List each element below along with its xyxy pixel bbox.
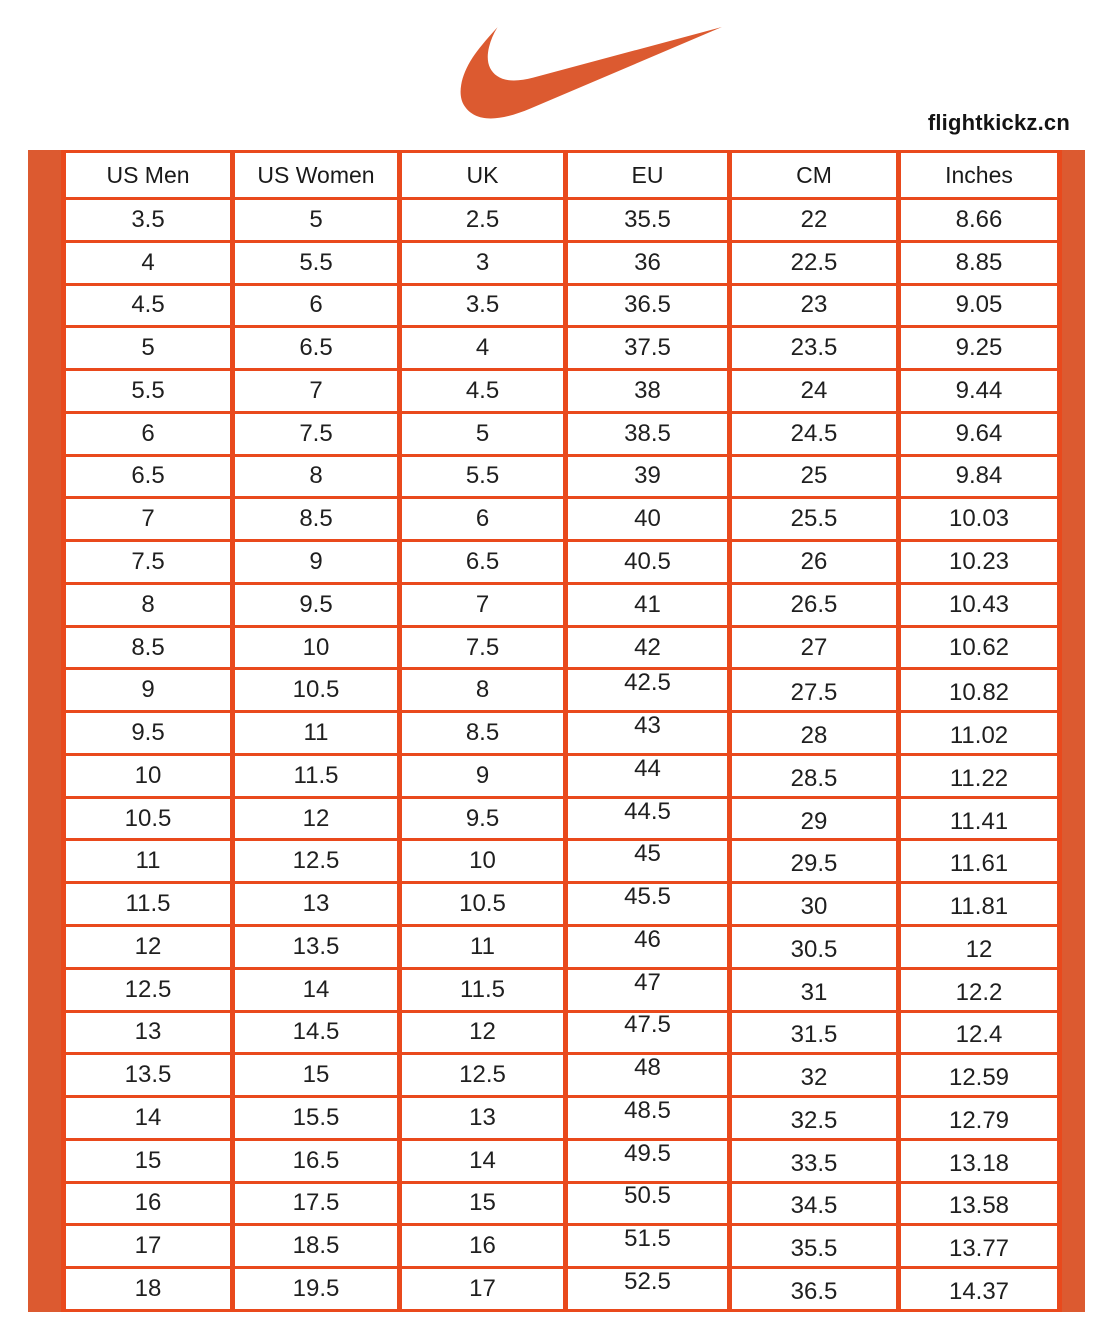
- size-cell: 4.5: [400, 370, 566, 413]
- size-cell: 5: [64, 327, 233, 370]
- size-cell: 8: [400, 669, 566, 712]
- size-cell: 6: [64, 412, 233, 455]
- size-cell: 4: [400, 327, 566, 370]
- size-cell: 31.5: [730, 1011, 899, 1054]
- size-cell: 8.5: [64, 626, 233, 669]
- size-cell: 12: [899, 926, 1060, 969]
- size-chart: [28, 150, 1080, 1312]
- table-row: [64, 370, 1060, 413]
- header-row: [64, 152, 1060, 199]
- left-accent-band: [28, 150, 61, 1312]
- size-cell: 16: [400, 1225, 566, 1268]
- nike-swoosh-icon: [455, 27, 728, 119]
- size-cell: 25.5: [730, 498, 899, 541]
- size-cell: 10.5: [64, 797, 233, 840]
- table-row: [64, 669, 1060, 712]
- size-cell: 10.23: [899, 541, 1060, 584]
- size-cell: 3.5: [64, 199, 233, 242]
- table-row: [64, 498, 1060, 541]
- size-cell: 11: [233, 712, 400, 755]
- table-row: [64, 968, 1060, 1011]
- size-cell: 11.5: [64, 883, 233, 926]
- size-cell: 30: [730, 883, 899, 926]
- size-cell: 7: [64, 498, 233, 541]
- size-cell: 47: [566, 968, 730, 1011]
- table-row: [64, 1268, 1060, 1311]
- size-cell: 24.5: [730, 412, 899, 455]
- size-cell: 26.5: [730, 583, 899, 626]
- table-row: [64, 626, 1060, 669]
- size-cell: 9: [233, 541, 400, 584]
- size-cell: 42: [566, 626, 730, 669]
- size-cell: 15: [64, 1139, 233, 1182]
- size-cell: 2.5: [400, 199, 566, 242]
- size-cell: 3: [400, 241, 566, 284]
- size-cell: 10.62: [899, 626, 1060, 669]
- table-row: [64, 754, 1060, 797]
- table-row: [64, 840, 1060, 883]
- size-cell: 13.5: [64, 1054, 233, 1097]
- size-cell: 14: [233, 968, 400, 1011]
- size-cell: 9.84: [899, 455, 1060, 498]
- size-table-body: [64, 199, 1060, 1311]
- size-cell: 6: [233, 284, 400, 327]
- size-cell: 10: [64, 754, 233, 797]
- column-header-us-women: US Women: [233, 152, 400, 199]
- size-cell: 11.5: [400, 968, 566, 1011]
- table-row: [64, 583, 1060, 626]
- size-cell: 35.5: [730, 1225, 899, 1268]
- size-cell: 9: [64, 669, 233, 712]
- size-cell: 26: [730, 541, 899, 584]
- table-row: [64, 284, 1060, 327]
- column-header-cm: CM: [730, 152, 899, 199]
- size-cell: 36.5: [730, 1268, 899, 1311]
- size-cell: 4.5: [64, 284, 233, 327]
- size-cell: 12: [233, 797, 400, 840]
- size-cell: 14: [400, 1139, 566, 1182]
- size-cell: 7: [233, 370, 400, 413]
- size-cell: 51.5: [566, 1225, 730, 1268]
- size-cell: 40: [566, 498, 730, 541]
- size-cell: 9.5: [233, 583, 400, 626]
- size-cell: 43: [566, 712, 730, 755]
- size-cell: 17: [400, 1268, 566, 1311]
- column-header-inches: Inches: [899, 152, 1060, 199]
- size-cell: 9.44: [899, 370, 1060, 413]
- size-cell: 10: [400, 840, 566, 883]
- size-cell: 11: [64, 840, 233, 883]
- size-cell: 6.5: [64, 455, 233, 498]
- size-cell: 34.5: [730, 1182, 899, 1225]
- table-row: [64, 712, 1060, 755]
- size-cell: 38.5: [566, 412, 730, 455]
- column-header-us-men: US Men: [64, 152, 233, 199]
- size-cell: 18: [64, 1268, 233, 1311]
- table-row: [64, 926, 1060, 969]
- size-cell: 36.5: [566, 284, 730, 327]
- site-label: flightkickz.cn: [927, 110, 1070, 135]
- size-table: [61, 150, 1062, 1312]
- table-row: [64, 1225, 1060, 1268]
- size-cell: 32: [730, 1054, 899, 1097]
- size-cell: 48.5: [566, 1097, 730, 1140]
- size-cell: 23.5: [730, 327, 899, 370]
- table-row: [64, 327, 1060, 370]
- size-cell: 7.5: [400, 626, 566, 669]
- size-cell: 38: [566, 370, 730, 413]
- size-cell: 22: [730, 199, 899, 242]
- table-row: [64, 412, 1060, 455]
- size-cell: 36: [566, 241, 730, 284]
- table-row: [64, 1054, 1060, 1097]
- size-cell: 11: [400, 926, 566, 969]
- size-cell: 9.05: [899, 284, 1060, 327]
- size-cell: 13.5: [233, 926, 400, 969]
- column-header-eu: EU: [566, 152, 730, 199]
- size-cell: 17: [64, 1225, 233, 1268]
- size-cell: 14: [64, 1097, 233, 1140]
- table-row: [64, 797, 1060, 840]
- size-cell: 12.5: [64, 968, 233, 1011]
- size-cell: 40.5: [566, 541, 730, 584]
- size-cell: 11.81: [899, 883, 1060, 926]
- size-cell: 8: [233, 455, 400, 498]
- size-cell: 5: [400, 412, 566, 455]
- size-cell: 50.5: [566, 1182, 730, 1225]
- size-cell: 42.5: [566, 669, 730, 712]
- size-cell: 12.59: [899, 1054, 1060, 1097]
- size-cell: 10.5: [233, 669, 400, 712]
- size-cell: 30.5: [730, 926, 899, 969]
- size-cell: 33.5: [730, 1139, 899, 1182]
- size-cell: 13.18: [899, 1139, 1060, 1182]
- size-cell: 12.4: [899, 1011, 1060, 1054]
- size-cell: 10.82: [899, 669, 1060, 712]
- size-cell: 6: [400, 498, 566, 541]
- size-cell: 14.5: [233, 1011, 400, 1054]
- size-cell: 49.5: [566, 1139, 730, 1182]
- size-cell: 12.2: [899, 968, 1060, 1011]
- size-cell: 12.5: [233, 840, 400, 883]
- size-cell: 13: [400, 1097, 566, 1140]
- size-cell: 6.5: [400, 541, 566, 584]
- size-cell: 24: [730, 370, 899, 413]
- size-cell: 10.03: [899, 498, 1060, 541]
- size-cell: 7.5: [233, 412, 400, 455]
- column-header-uk: UK: [400, 152, 566, 199]
- size-cell: 27.5: [730, 669, 899, 712]
- size-cell: 11.41: [899, 797, 1060, 840]
- size-cell: 10.5: [400, 883, 566, 926]
- size-cell: 11.61: [899, 840, 1060, 883]
- size-cell: 25: [730, 455, 899, 498]
- table-row: [64, 541, 1060, 584]
- size-cell: 11.02: [899, 712, 1060, 755]
- size-cell: 6.5: [233, 327, 400, 370]
- size-cell: 46: [566, 926, 730, 969]
- size-cell: 28: [730, 712, 899, 755]
- size-cell: 27: [730, 626, 899, 669]
- size-cell: 44: [566, 754, 730, 797]
- table-row: [64, 883, 1060, 926]
- size-cell: 29.5: [730, 840, 899, 883]
- table-row: [64, 455, 1060, 498]
- size-cell: 16: [64, 1182, 233, 1225]
- size-cell: 11.22: [899, 754, 1060, 797]
- size-cell: 15.5: [233, 1097, 400, 1140]
- size-cell: 11.5: [233, 754, 400, 797]
- size-cell: 12.5: [400, 1054, 566, 1097]
- size-cell: 8.5: [400, 712, 566, 755]
- size-cell: 13: [64, 1011, 233, 1054]
- right-accent-band: [1062, 150, 1085, 1312]
- size-cell: 5: [233, 199, 400, 242]
- size-cell: 8.85: [899, 241, 1060, 284]
- size-cell: 8.66: [899, 199, 1060, 242]
- size-cell: 22.5: [730, 241, 899, 284]
- size-cell: 15: [233, 1054, 400, 1097]
- size-cell: 18.5: [233, 1225, 400, 1268]
- size-cell: 29: [730, 797, 899, 840]
- size-cell: 5.5: [400, 455, 566, 498]
- size-cell: 7: [400, 583, 566, 626]
- table-row: [64, 199, 1060, 242]
- size-cell: 16.5: [233, 1139, 400, 1182]
- size-cell: 19.5: [233, 1268, 400, 1311]
- size-cell: 45.5: [566, 883, 730, 926]
- size-cell: 35.5: [566, 199, 730, 242]
- size-cell: 5.5: [64, 370, 233, 413]
- size-cell: 23: [730, 284, 899, 327]
- size-cell: 12.79: [899, 1097, 1060, 1140]
- size-cell: 39: [566, 455, 730, 498]
- size-cell: 17.5: [233, 1182, 400, 1225]
- table-row: [64, 1139, 1060, 1182]
- size-cell: 8: [64, 583, 233, 626]
- size-cell: 4: [64, 241, 233, 284]
- size-cell: 10: [233, 626, 400, 669]
- size-cell: 31: [730, 968, 899, 1011]
- size-cell: 7.5: [64, 541, 233, 584]
- table-row: [64, 1097, 1060, 1140]
- table-row: [64, 241, 1060, 284]
- size-cell: 9.5: [64, 712, 233, 755]
- size-cell: 28.5: [730, 754, 899, 797]
- size-cell: 9.5: [400, 797, 566, 840]
- size-cell: 44.5: [566, 797, 730, 840]
- size-cell: 15: [400, 1182, 566, 1225]
- size-cell: 10.43: [899, 583, 1060, 626]
- table-row: [64, 1011, 1060, 1054]
- size-cell: 9: [400, 754, 566, 797]
- size-cell: 14.37: [899, 1268, 1060, 1311]
- size-cell: 52.5: [566, 1268, 730, 1311]
- size-cell: 13.58: [899, 1182, 1060, 1225]
- size-cell: 48: [566, 1054, 730, 1097]
- size-cell: 9.64: [899, 412, 1060, 455]
- size-cell: 37.5: [566, 327, 730, 370]
- size-cell: 3.5: [400, 284, 566, 327]
- size-cell: 13: [233, 883, 400, 926]
- size-cell: 45: [566, 840, 730, 883]
- size-cell: 12: [400, 1011, 566, 1054]
- size-cell: 5.5: [233, 241, 400, 284]
- size-cell: 41: [566, 583, 730, 626]
- size-cell: 9.25: [899, 327, 1060, 370]
- table-row: [64, 1182, 1060, 1225]
- size-cell: 8.5: [233, 498, 400, 541]
- size-cell: 32.5: [730, 1097, 899, 1140]
- size-cell: 13.77: [899, 1225, 1060, 1268]
- size-cell: 12: [64, 926, 233, 969]
- size-cell: 47.5: [566, 1011, 730, 1054]
